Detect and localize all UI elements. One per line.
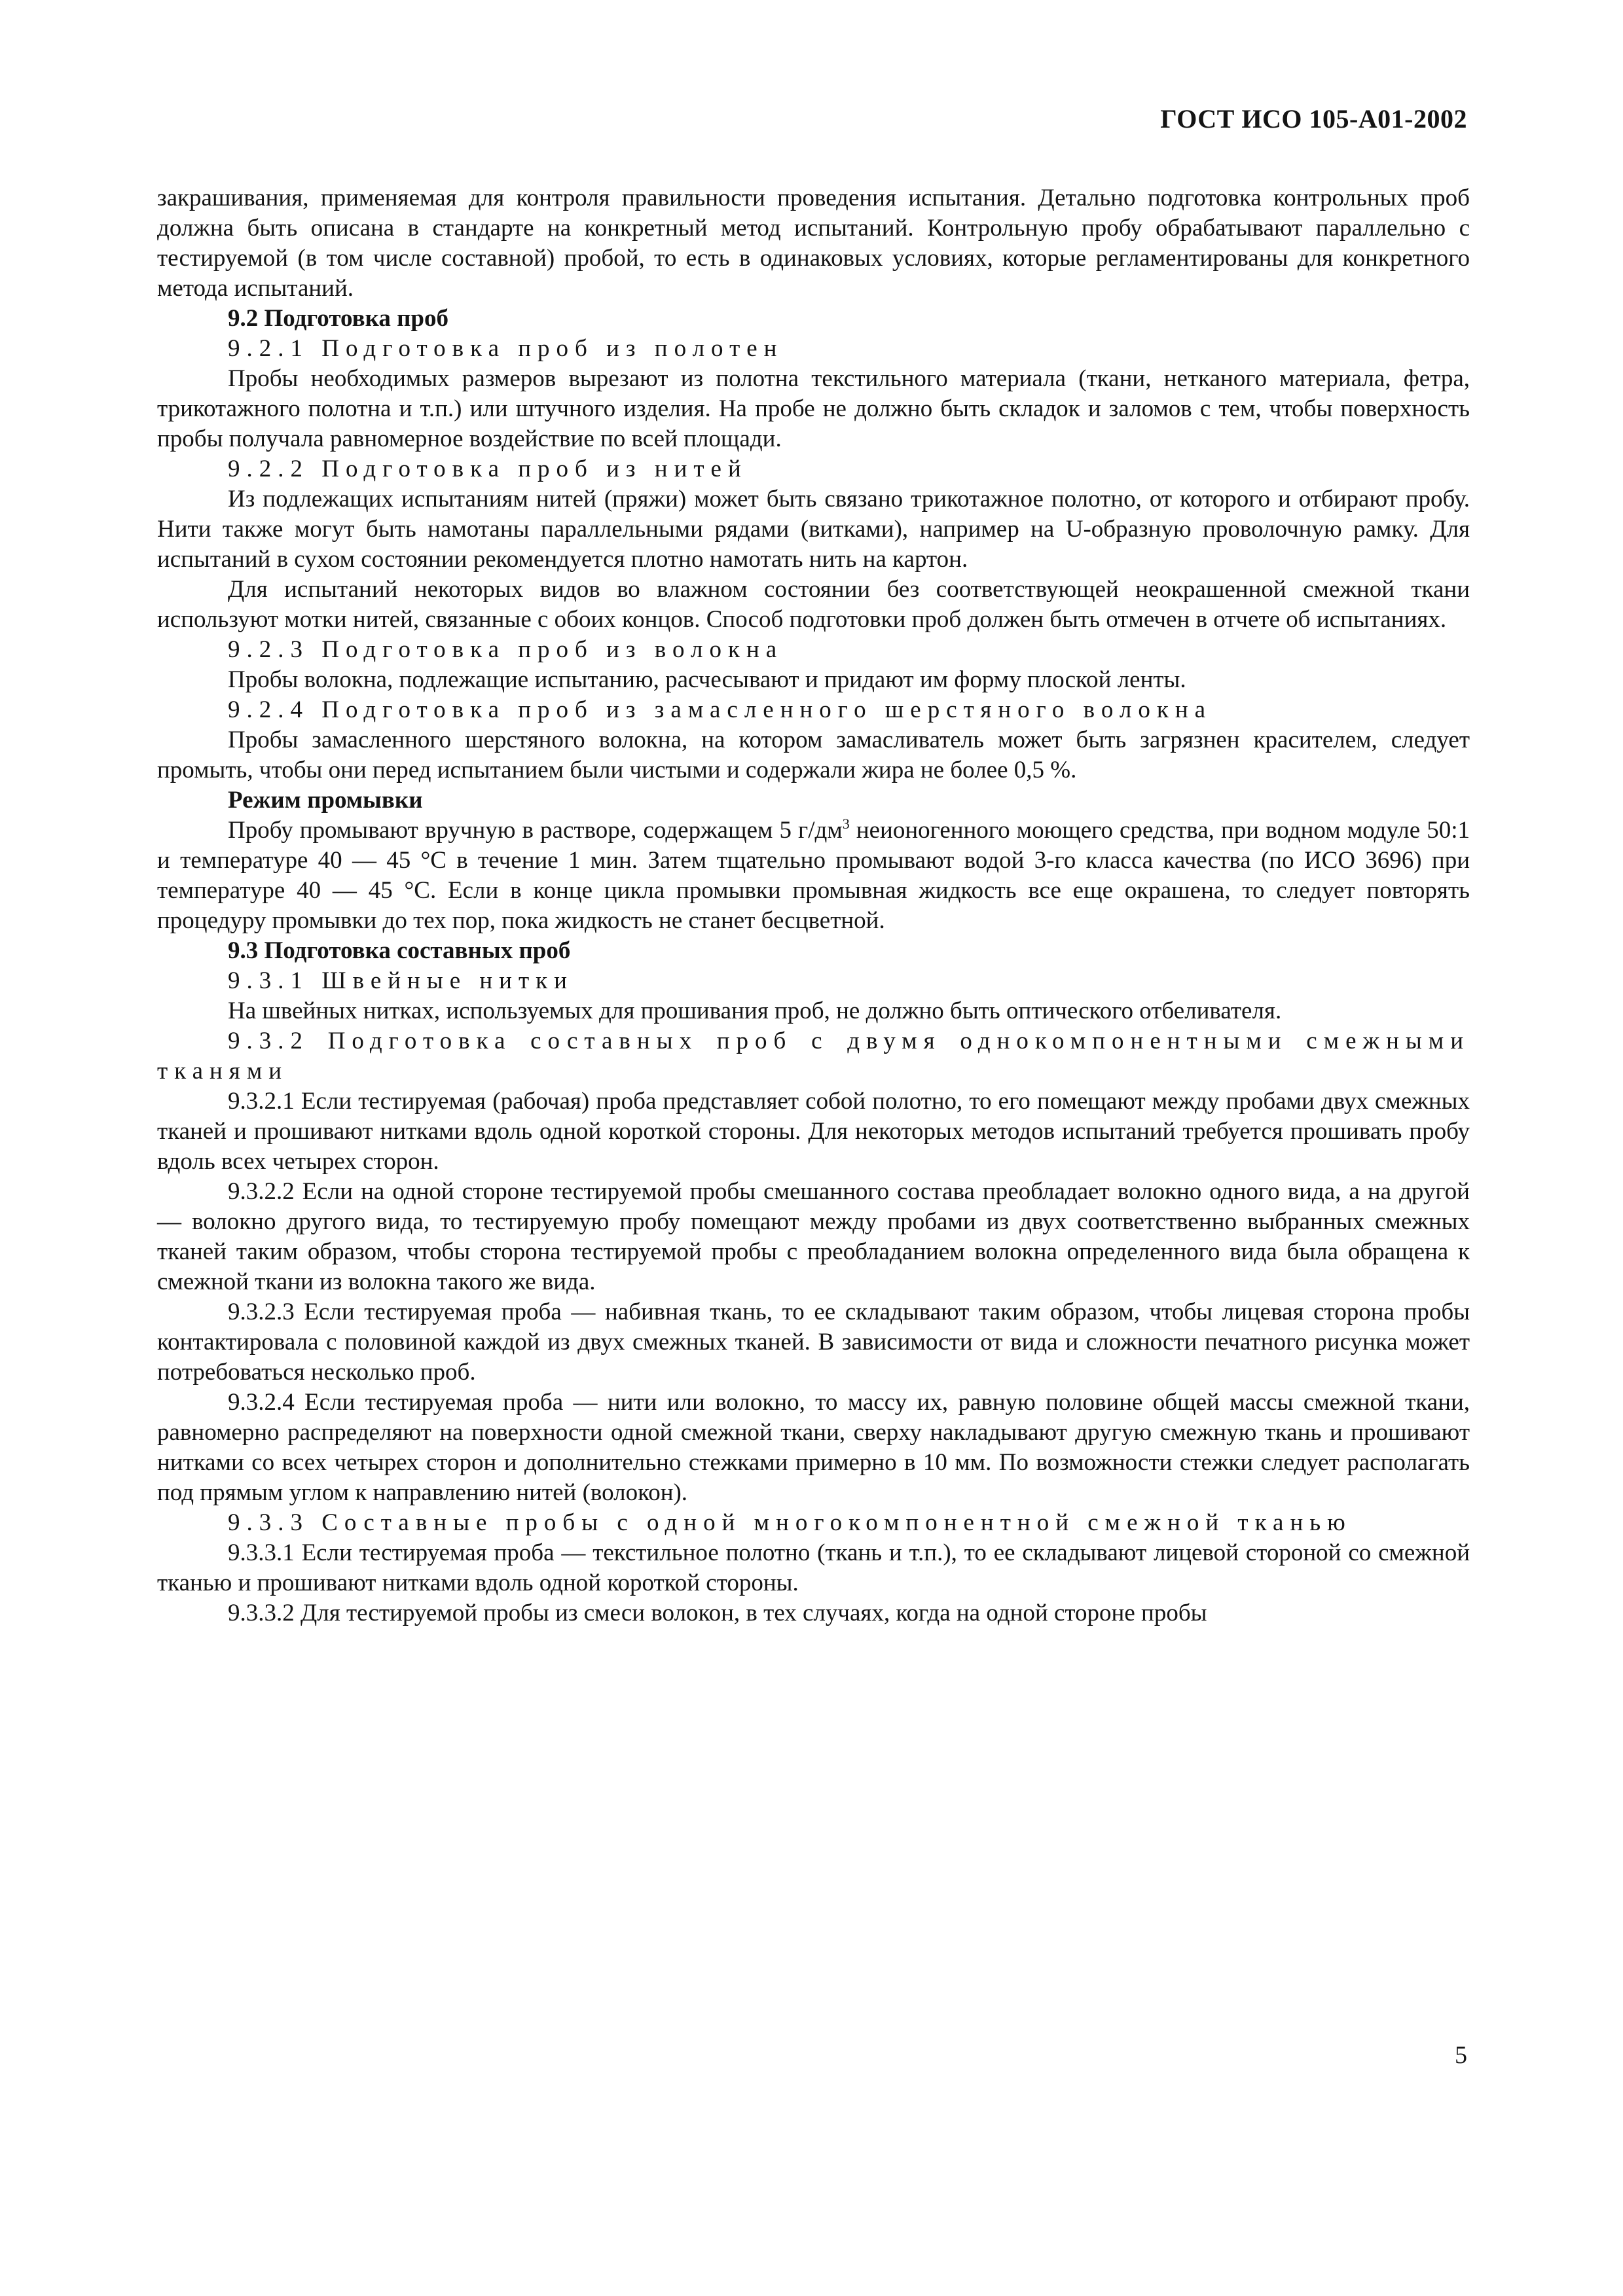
paragraph: Пробы волокна, подлежащие испытанию, расчесывают и придают им форму плоской ленты. xyxy=(228,666,1186,693)
section-heading: 9.2 Подготовка проб xyxy=(228,305,448,332)
paragraph: 9.3.2.1 Если тестируемая (рабочая) проба представляет собой полотно, то его помещают между пробами двух смежных тканей и прошивают нитками вдоль одной короткой стороны. Для некоторых методов испытаний требуется прошивать пробу вдоль всех четырех сторон. xyxy=(157,1088,1470,1175)
paragraph-text: Пробу промывают вручную в растворе, содержащем 5 г/дм xyxy=(228,817,843,844)
paragraph: 9.3.2.4 Если тестируемая проба — нити или волокно, то массу их, равную половине общей массы смежной ткани, равномерно распределяют на поверхности одной смежной ткани, сверху накладывают другую смежную ткань и прошивают нитками со всех четырех сторон и дополнительно стежками примерно в 10 мм. По возможности стежки следует располагать под прямым углом к направлению нитей (волокон). xyxy=(157,1389,1470,1506)
subsection-heading: 9.2.3 Подготовка проб из волокна xyxy=(228,636,784,663)
paragraph: закрашивания, применяемая для контроля правильности проведения испытания. Детально подготовка контрольных проб должна быть описана в стандарте на конкретный метод испытаний. Контрольную пробу обрабатывают параллельно с тестируемой (в том числе составной) пробой, то есть в одинаковых условиях, которые регламентированы для конкретного метода испытаний. xyxy=(157,185,1470,302)
subsection-heading: 9.3.2 Подготовка составных проб с двумя однокомпонентными смежными тканями xyxy=(157,1028,1470,1085)
superscript: 3 xyxy=(842,816,850,832)
paragraph: 9.3.3.2 Для тестируемой пробы из смеси волокон, в тех случаях, когда на одной стороне пробы xyxy=(228,1600,1207,1626)
section-heading: Режим промывки xyxy=(228,787,423,814)
document-header: ГОСТ ИСО 105-A01-2002 xyxy=(1160,104,1467,134)
paragraph: Из подлежащих испытаниям нитей (пряжи) может быть связано трикотажное полотно, от которого и отбирают пробу. Нити также могут быть намотаны параллельными рядами (витками), например на U-образную проволочную рамку. Для испытаний в сухом состоянии рекомендуется плотно намотать нить на картон. xyxy=(157,486,1470,573)
subsection-heading: 9.3.1 Швейные нитки xyxy=(228,967,574,994)
paragraph-text: неионогенного моющего средства, при водном модуле 50:1 и температуре 40 — 45 °С в течение 1 мин. Затем тщательно промывают водой 3-го класса качества (по ИСО 3696) при температуре 40 — 45 °С. Если в конце цикла промывки промывная жидкость все еще окрашена, то следует повторять процедуру промывки до тех пор, пока жидкость не станет бесцветной. xyxy=(157,817,1470,934)
subsection-heading: 9.2.1 Подготовка проб из полотен xyxy=(228,335,784,362)
document-body xyxy=(157,183,1470,1628)
paragraph: Для испытаний некоторых видов во влажном состоянии без соответствующей неокрашенной смежной ткани используют мотки нитей, связанные с обоих концов. Способ подготовки проб должен быть отмечен в отчете об испытаниях. xyxy=(157,576,1470,633)
paragraph: Пробы замасленного шерстяного волокна, на котором замасливатель может быть загрязнен красителем, следует промыть, чтобы они перед испытанием были чистыми и содержали жира не более 0,5 %. xyxy=(157,726,1470,783)
page-number: 5 xyxy=(1455,2041,1467,2069)
subsection-heading: 9.3.3 Составные пробы с одной многокомпонентной смежной тканью xyxy=(228,1509,1352,1536)
paragraph-with-superscript xyxy=(157,816,1470,936)
subsection-heading: 9.2.2 Подготовка проб из нитей xyxy=(228,456,748,482)
section-heading: 9.3 Подготовка составных проб xyxy=(228,937,571,964)
paragraph: 9.3.2.2 Если на одной стороне тестируемой пробы смешанного состава преобладает волокно одного вида, а на другой — волокно другого вида, то тестируемую пробу помещают между пробами из двух соответственно выбранных смежных тканей таким образом, чтобы сторона тестируемой пробы с преобладанием волокна определенного вида была обращена к смежной ткани из волокна такого же вида. xyxy=(157,1178,1470,1295)
paragraph: Пробы необходимых размеров вырезают из полотна текстильного материала (ткани, нетканого материала, фетра, трикотажного полотна и т.п.) или штучного изделия. На пробе не должно быть складок и заломов с тем, чтобы поверхность пробы получала равномерное воздействие по всей площади. xyxy=(157,365,1470,452)
paragraph: 9.3.3.1 Если тестируемая проба — текстильное полотно (ткань и т.п.), то ее складывают лицевой стороной со смежной тканью и прошивают нитками вдоль одной короткой стороны. xyxy=(157,1539,1470,1596)
paragraph: 9.3.2.3 Если тестируемая проба — набивная ткань, то ее складывают таким образом, чтобы лицевая сторона пробы контактировала с половиной каждой из двух смежных тканей. В зависимости от вида и сложности печатного рисунка может потребоваться несколько проб. xyxy=(157,1299,1470,1386)
subsection-heading: 9.2.4 Подготовка проб из замасленного шерстяного волокна xyxy=(228,696,1213,723)
paragraph: На швейных нитках, используемых для прошивания проб, не должно быть оптического отбеливателя. xyxy=(228,997,1282,1024)
